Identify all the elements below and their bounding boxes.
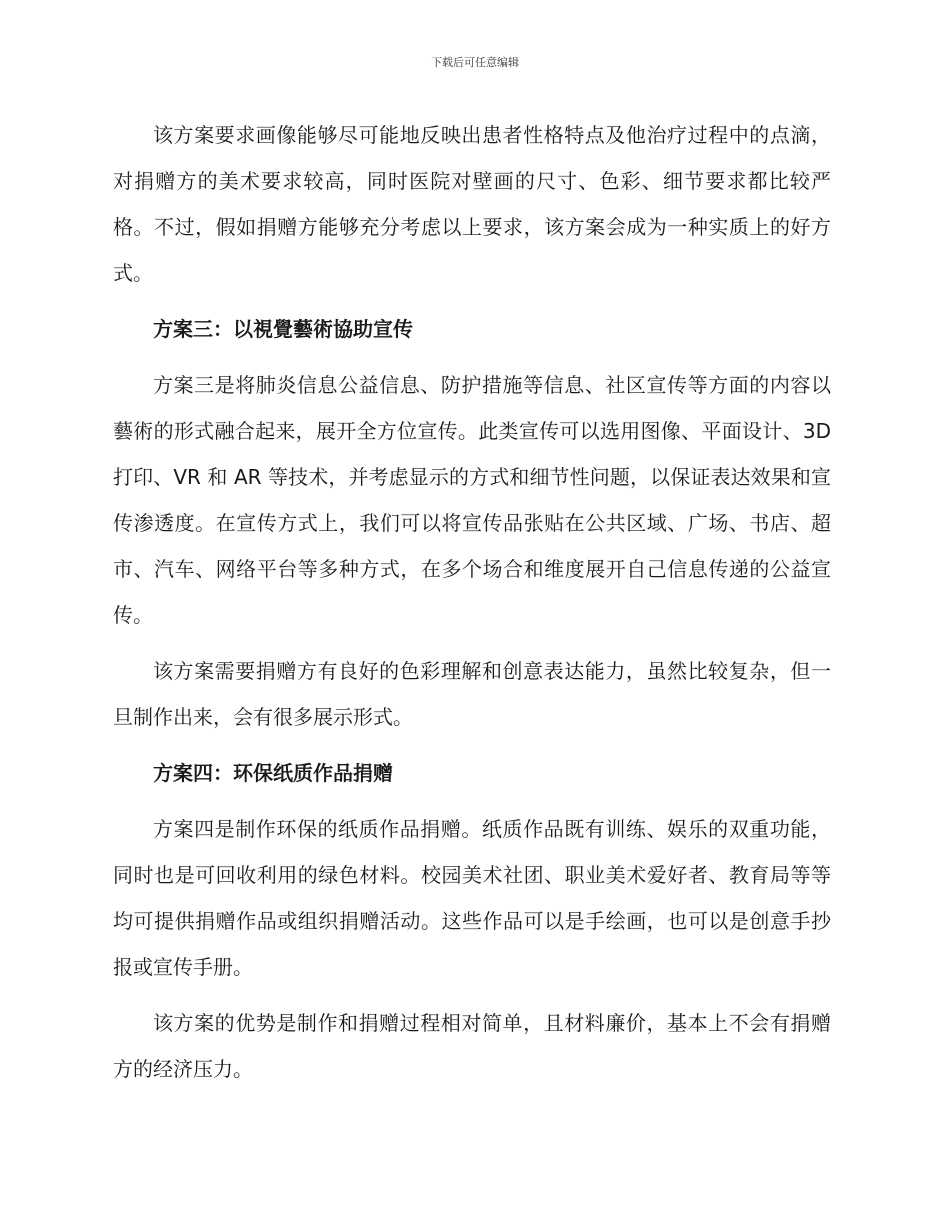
- paragraph-plan-three-summary: 该方案需要捐赠方有良好的色彩理解和创意表达能力，虽然比较复杂，但一旦制作出来，会有很多展示形式。: [113, 659, 831, 729]
- heading-plan-three: 方案三：以視覺藝術協助宣传: [153, 317, 413, 341]
- page-header-note: 下载后可任意编辑: [431, 56, 519, 69]
- paragraph-plan-two-summary: 该方案要求画像能够尽可能地反映出患者性格特点及他治疗过程中的点滴，对捐赠方的美术要求较高，同时医院对壁画的尺寸、色彩、细节要求都比较严格。不过，假如捐赠方能够充分考虑以上要求，该方案会成为一种实质上的好方式。: [113, 123, 831, 285]
- document-body: [113, 112, 831, 1102]
- paragraph-plan-three-description: 方案三是将肺炎信息公益信息、防护措施等信息、社区宣传等方面的内容以藝術的形式融合起来，展开全方位宣传。此类宣传可以选用图像、平面设计、3D 打印、VR 和 AR 等技术，并考虑显示的方式和细节性问题，以保证表达效果和宣传渗透度。在宣传方式上，我们可以将宣传品张贴在公共区域、广场、书店、超市、汽车、网络平台等多种方式，在多个场合和维度展开自己信息传递的公益宣传。: [113, 373, 831, 627]
- paragraph-plan-four-summary: 该方案的优势是制作和捐赠过程相对简单，且材料廉价，基本上不会有捐赠方的经济压力。: [113, 1011, 831, 1081]
- paragraph-plan-four-description: 方案四是制作环保的纸质作品捐赠。纸质作品既有训练、娱乐的双重功能，同时也是可回收利用的绿色材料。校园美术社团、职业美术爱好者、教育局等等均可提供捐赠作品或组织捐赠活动。这些作品可以是手绘画，也可以是创意手抄报或宣传手册。: [113, 817, 831, 979]
- heading-plan-four: 方案四：环保纸质作品捐赠: [153, 761, 393, 785]
